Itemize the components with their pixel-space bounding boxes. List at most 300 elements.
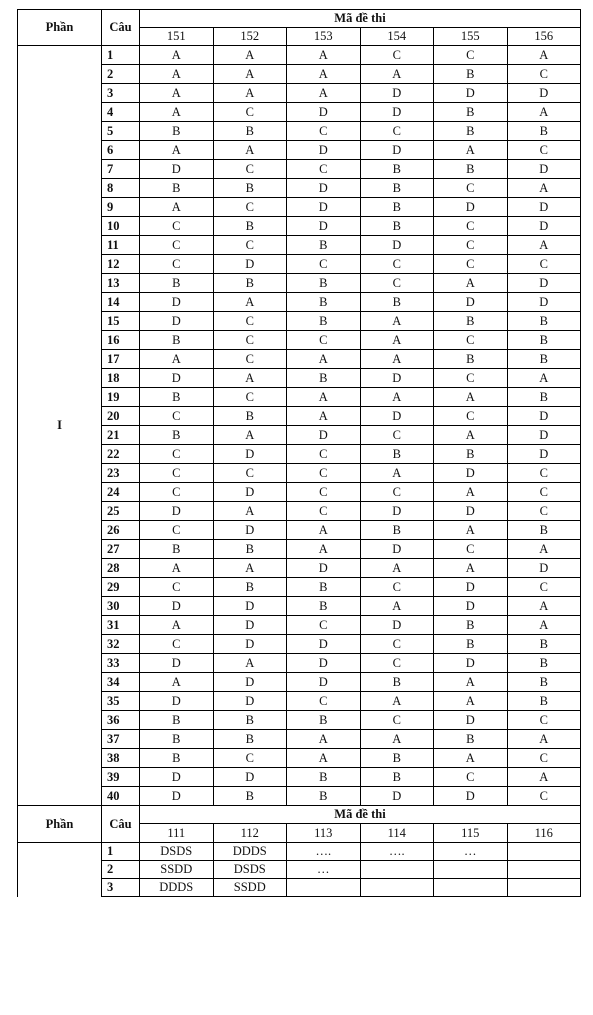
answer-cell: A: [507, 236, 581, 255]
answer-row: [18, 540, 581, 559]
answer-row: [18, 787, 581, 806]
answer-row: [18, 160, 581, 179]
answer-cell: C: [213, 103, 287, 122]
answer-cell: [360, 861, 434, 879]
question-number: 23: [102, 464, 140, 483]
answer-cell: B: [434, 160, 508, 179]
answer-cell: B: [287, 578, 361, 597]
answer-cell: C: [434, 540, 508, 559]
answer-cell: A: [360, 692, 434, 711]
answer-cell: D: [287, 217, 361, 236]
question-number: 1: [102, 843, 140, 861]
answer-cell: B: [213, 730, 287, 749]
answer-row: [18, 84, 581, 103]
answer-cell: A: [287, 521, 361, 540]
answer-row: [18, 141, 581, 160]
answer-cell: C: [140, 255, 214, 274]
answer-cell: C: [140, 521, 214, 540]
answer-cell: C: [360, 635, 434, 654]
answer-cell: D: [213, 673, 287, 692]
answer-cell: C: [507, 711, 581, 730]
exam-code: 111: [140, 824, 214, 843]
question-number: 2: [102, 65, 140, 84]
answer-cell: D: [360, 369, 434, 388]
answer-cell: A: [434, 749, 508, 768]
answer-cell: C: [213, 160, 287, 179]
exam-code: 153: [287, 28, 361, 46]
part-header: Phần: [18, 806, 102, 843]
answer-row: [18, 502, 581, 521]
answer-cell: [434, 879, 508, 897]
answer-cell: D: [507, 217, 581, 236]
exam-code: 155: [434, 28, 508, 46]
answer-cell: D: [507, 274, 581, 293]
question-number: 37: [102, 730, 140, 749]
answer-row: [18, 65, 581, 84]
exam-code: 116: [507, 824, 581, 843]
answer-cell: A: [140, 46, 214, 65]
answer-cell: C: [213, 312, 287, 331]
question-number: 8: [102, 179, 140, 198]
answer-key-table: [17, 9, 581, 897]
answer-cell: C: [434, 369, 508, 388]
answer-cell: A: [507, 103, 581, 122]
question-number: 19: [102, 388, 140, 407]
answer-cell: D: [360, 407, 434, 426]
question-header: Câu: [102, 10, 140, 46]
question-number: 22: [102, 445, 140, 464]
exam-code: 152: [213, 28, 287, 46]
answer-cell: B: [507, 692, 581, 711]
answer-cell: A: [213, 426, 287, 445]
answer-cell: C: [140, 217, 214, 236]
answer-cell: A: [140, 673, 214, 692]
answer-cell: C: [213, 350, 287, 369]
answer-cell: [507, 843, 581, 861]
answer-cell: B: [507, 331, 581, 350]
answer-cell: C: [213, 464, 287, 483]
question-number: 15: [102, 312, 140, 331]
question-number: 16: [102, 331, 140, 350]
answer-row: [18, 122, 581, 141]
exam-code: 112: [213, 824, 287, 843]
answer-row: [18, 217, 581, 236]
exam-code: 151: [140, 28, 214, 46]
answer-cell: A: [213, 654, 287, 673]
answer-cell: B: [434, 616, 508, 635]
question-number: 40: [102, 787, 140, 806]
answer-cell: A: [287, 46, 361, 65]
answer-cell: A: [140, 350, 214, 369]
answer-cell: B: [360, 179, 434, 198]
answer-cell: B: [360, 217, 434, 236]
answer-cell: B: [434, 635, 508, 654]
answer-cell: B: [360, 293, 434, 312]
answer-cell: C: [213, 236, 287, 255]
answer-cell: D: [140, 768, 214, 787]
answer-cell: D: [287, 103, 361, 122]
answer-cell: C: [434, 255, 508, 274]
answer-row: [18, 749, 581, 768]
answer-cell: B: [507, 312, 581, 331]
answer-cell: D: [360, 103, 434, 122]
part-label: [18, 843, 102, 897]
answer-cell: ….: [287, 843, 361, 861]
answer-cell: D: [507, 293, 581, 312]
answer-cell: A: [360, 597, 434, 616]
answer-cell: D: [213, 692, 287, 711]
answer-cell: A: [213, 65, 287, 84]
answer-cell: DSDS: [140, 843, 214, 861]
answer-cell: C: [360, 426, 434, 445]
answer-cell: C: [287, 255, 361, 274]
question-number: 36: [102, 711, 140, 730]
answer-row: [18, 426, 581, 445]
answer-cell: B: [507, 122, 581, 141]
answer-cell: C: [360, 122, 434, 141]
exam-code: 113: [287, 824, 361, 843]
answer-cell: B: [507, 673, 581, 692]
question-number: 28: [102, 559, 140, 578]
answer-cell: C: [434, 217, 508, 236]
answer-cell: D: [287, 179, 361, 198]
answer-cell: D: [360, 84, 434, 103]
answer-cell: A: [287, 730, 361, 749]
question-number: 31: [102, 616, 140, 635]
answer-cell: C: [507, 65, 581, 84]
question-number: 3: [102, 84, 140, 103]
answer-cell: C: [140, 483, 214, 502]
question-number: 7: [102, 160, 140, 179]
answer-row: [18, 198, 581, 217]
answer-cell: C: [213, 331, 287, 350]
question-number: 1: [102, 46, 140, 65]
answer-cell: C: [360, 483, 434, 502]
answer-row: [18, 711, 581, 730]
answer-cell: [507, 861, 581, 879]
answer-cell: C: [287, 692, 361, 711]
answer-cell: D: [434, 464, 508, 483]
answer-cell: B: [213, 540, 287, 559]
answer-cell: B: [507, 521, 581, 540]
answer-row: [18, 293, 581, 312]
answer-cell: A: [507, 597, 581, 616]
answer-cell: B: [434, 65, 508, 84]
answer-row: [18, 369, 581, 388]
answer-cell: B: [434, 350, 508, 369]
answer-cell: D: [360, 616, 434, 635]
answer-cell: D: [140, 787, 214, 806]
answer-cell: C: [140, 236, 214, 255]
answer-cell: C: [507, 464, 581, 483]
answer-cell: D: [140, 312, 214, 331]
answer-cell: A: [434, 521, 508, 540]
answer-row: [18, 274, 581, 293]
answer-cell: B: [360, 198, 434, 217]
header-row: [18, 10, 581, 28]
answer-cell: B: [507, 654, 581, 673]
answer-cell: A: [140, 141, 214, 160]
answer-cell: A: [507, 768, 581, 787]
answer-row: [18, 483, 581, 502]
answer-cell: [507, 879, 581, 897]
answer-cell: D: [434, 578, 508, 597]
answer-cell: A: [360, 312, 434, 331]
answer-cell: B: [287, 369, 361, 388]
answer-cell: …: [287, 861, 361, 879]
exam-code: 115: [434, 824, 508, 843]
question-number: 34: [102, 673, 140, 692]
answer-cell: D: [213, 616, 287, 635]
answer-cell: D: [287, 673, 361, 692]
answer-cell: C: [360, 46, 434, 65]
answer-cell: D: [140, 597, 214, 616]
answer-cell: B: [360, 521, 434, 540]
answer-cell: D: [434, 84, 508, 103]
answer-cell: D: [507, 198, 581, 217]
exam-code-header: Mã đề thi: [140, 806, 581, 824]
answer-cell: D: [287, 654, 361, 673]
answer-cell: C: [434, 179, 508, 198]
answer-row: [18, 635, 581, 654]
answer-cell: C: [287, 483, 361, 502]
answer-cell: B: [140, 388, 214, 407]
answer-cell: D: [140, 293, 214, 312]
question-number: 12: [102, 255, 140, 274]
answer-cell: D: [213, 768, 287, 787]
answer-cell: C: [213, 198, 287, 217]
answer-row: [18, 331, 581, 350]
answer-cell: C: [507, 141, 581, 160]
answer-cell: D: [507, 160, 581, 179]
answer-cell: DSDS: [213, 861, 287, 879]
answer-row: [18, 673, 581, 692]
answer-cell: D: [287, 141, 361, 160]
answer-cell: C: [140, 445, 214, 464]
answer-cell: C: [360, 274, 434, 293]
question-number: 21: [102, 426, 140, 445]
part-header: Phần: [18, 10, 102, 46]
answer-cell: B: [360, 768, 434, 787]
answer-row: [18, 255, 581, 274]
answer-cell: B: [140, 540, 214, 559]
answer-cell: B: [140, 730, 214, 749]
answer-cell: A: [287, 84, 361, 103]
answer-row: [18, 464, 581, 483]
question-number: 6: [102, 141, 140, 160]
question-number: 25: [102, 502, 140, 521]
answer-cell: A: [507, 369, 581, 388]
answer-row: [18, 103, 581, 122]
answer-cell: A: [360, 65, 434, 84]
answer-cell: B: [434, 122, 508, 141]
answer-cell: A: [434, 483, 508, 502]
answer-cell: [287, 879, 361, 897]
answer-cell: B: [287, 312, 361, 331]
answer-cell: A: [287, 407, 361, 426]
answer-cell: ….: [360, 843, 434, 861]
answer-cell: D: [140, 654, 214, 673]
answer-cell: A: [213, 84, 287, 103]
answer-cell: D: [360, 236, 434, 255]
answer-cell: D: [507, 84, 581, 103]
answer-cell: D: [213, 597, 287, 616]
answer-cell: B: [213, 711, 287, 730]
answer-row: [18, 559, 581, 578]
answer-cell: C: [434, 331, 508, 350]
answer-cell: C: [434, 768, 508, 787]
answer-cell: B: [360, 673, 434, 692]
question-number: 2: [102, 861, 140, 879]
answer-row: [18, 616, 581, 635]
question-number: 39: [102, 768, 140, 787]
answer-cell: D: [213, 255, 287, 274]
answer-cell: A: [287, 65, 361, 84]
exam-code: 114: [360, 824, 434, 843]
answer-cell: B: [140, 711, 214, 730]
answer-cell: C: [287, 331, 361, 350]
answer-cell: D: [360, 540, 434, 559]
question-number: 32: [102, 635, 140, 654]
answer-cell: A: [213, 141, 287, 160]
answer-cell: C: [507, 787, 581, 806]
answer-cell: B: [140, 749, 214, 768]
answer-cell: A: [434, 141, 508, 160]
answer-cell: B: [213, 787, 287, 806]
answer-cell: C: [360, 578, 434, 597]
answer-cell: A: [360, 730, 434, 749]
question-number: 30: [102, 597, 140, 616]
answer-cell: D: [213, 521, 287, 540]
answer-row: [18, 46, 581, 65]
answer-row: [18, 388, 581, 407]
answer-cell: B: [434, 730, 508, 749]
exam-code-header: Mã đề thi: [140, 10, 581, 28]
answer-cell: D: [140, 369, 214, 388]
answer-cell: D: [140, 502, 214, 521]
answer-cell: B: [434, 312, 508, 331]
question-number: 5: [102, 122, 140, 141]
answer-cell: D: [507, 426, 581, 445]
answer-cell: B: [140, 179, 214, 198]
answer-cell: D: [213, 635, 287, 654]
answer-cell: A: [434, 673, 508, 692]
answer-row: [18, 730, 581, 749]
answer-cell: B: [287, 787, 361, 806]
answer-row: [18, 879, 581, 897]
question-header: Câu: [102, 806, 140, 843]
question-number: 13: [102, 274, 140, 293]
answer-row: [18, 578, 581, 597]
answer-cell: B: [213, 122, 287, 141]
answer-cell: A: [213, 502, 287, 521]
answer-cell: A: [507, 46, 581, 65]
answer-cell: A: [507, 616, 581, 635]
answer-cell: A: [287, 749, 361, 768]
answer-row: [18, 236, 581, 255]
answer-cell: C: [213, 388, 287, 407]
answer-cell: C: [360, 654, 434, 673]
answer-cell: B: [287, 274, 361, 293]
question-number: 17: [102, 350, 140, 369]
answer-row: [18, 445, 581, 464]
answer-cell: D: [140, 160, 214, 179]
answer-cell: C: [287, 160, 361, 179]
question-number: 18: [102, 369, 140, 388]
answer-cell: B: [360, 445, 434, 464]
answer-cell: A: [213, 293, 287, 312]
answer-cell: B: [140, 122, 214, 141]
answer-row: [18, 692, 581, 711]
answer-cell: A: [360, 464, 434, 483]
answer-cell: A: [140, 84, 214, 103]
answer-cell: D: [434, 711, 508, 730]
answer-cell: A: [507, 540, 581, 559]
answer-cell: A: [287, 350, 361, 369]
answer-cell: D: [360, 502, 434, 521]
answer-row: [18, 350, 581, 369]
answer-cell: C: [287, 464, 361, 483]
answer-cell: A: [507, 179, 581, 198]
question-number: 29: [102, 578, 140, 597]
answer-cell: C: [507, 502, 581, 521]
question-number: 9: [102, 198, 140, 217]
exam-code: 154: [360, 28, 434, 46]
answer-cell: A: [287, 388, 361, 407]
exam-code: 156: [507, 28, 581, 46]
answer-cell: A: [140, 616, 214, 635]
question-number: 10: [102, 217, 140, 236]
answer-cell: B: [213, 217, 287, 236]
answer-cell: [434, 861, 508, 879]
answer-cell: B: [507, 350, 581, 369]
answer-cell: C: [140, 635, 214, 654]
answer-cell: D: [287, 559, 361, 578]
answer-cell: B: [213, 407, 287, 426]
question-number: 33: [102, 654, 140, 673]
answer-row: [18, 407, 581, 426]
answer-cell: D: [507, 407, 581, 426]
answer-cell: B: [507, 388, 581, 407]
answer-cell: C: [434, 407, 508, 426]
answer-cell: C: [360, 255, 434, 274]
answer-cell: C: [360, 711, 434, 730]
answer-cell: A: [213, 559, 287, 578]
question-number: 27: [102, 540, 140, 559]
question-number: 20: [102, 407, 140, 426]
question-number: 3: [102, 879, 140, 897]
answer-cell: D: [434, 293, 508, 312]
answer-cell: C: [287, 122, 361, 141]
answer-cell: SSDD: [140, 861, 214, 879]
answer-cell: …: [434, 843, 508, 861]
answer-row: [18, 179, 581, 198]
answer-cell: DDDS: [213, 843, 287, 861]
answer-cell: A: [360, 331, 434, 350]
answer-cell: B: [213, 274, 287, 293]
answer-cell: D: [360, 787, 434, 806]
answer-cell: D: [434, 654, 508, 673]
question-number: 35: [102, 692, 140, 711]
answer-cell: A: [140, 103, 214, 122]
answer-cell: C: [507, 255, 581, 274]
answer-cell: D: [287, 198, 361, 217]
answer-cell: D: [140, 692, 214, 711]
answer-cell: C: [434, 46, 508, 65]
answer-cell: B: [213, 578, 287, 597]
answer-cell: B: [287, 236, 361, 255]
answer-cell: B: [140, 274, 214, 293]
